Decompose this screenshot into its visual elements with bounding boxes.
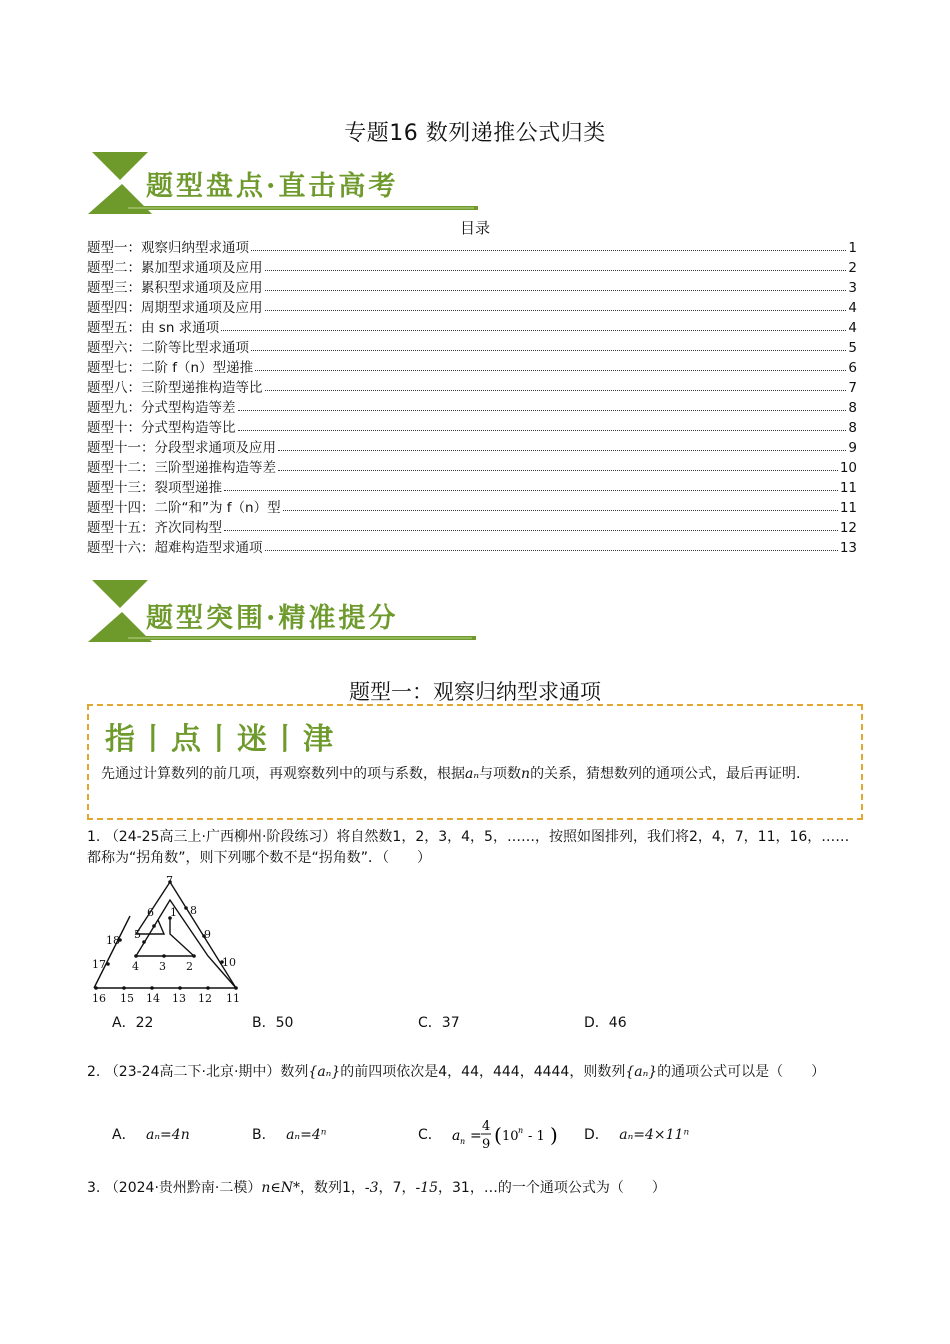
figure-point [184, 906, 188, 910]
figure-number-label: 14 [146, 992, 160, 1005]
toc-item[interactable] [87, 416, 857, 436]
toc-leader-dots [255, 370, 846, 371]
toc-leader-dots [283, 510, 838, 511]
toc-item-label: 题型十一：分段型求通项及应用 [87, 440, 276, 456]
toc-item-label: 题型十：分式型构造等比 [87, 420, 236, 436]
toc-item-page: 12 [839, 520, 857, 536]
toc-leader-dots [278, 470, 838, 471]
toc-item[interactable] [87, 376, 857, 396]
toc-item[interactable] [87, 256, 857, 276]
toc-leader-dots [265, 310, 847, 311]
banner-breakthrough-text: 题型突围·精准提分 [146, 603, 399, 634]
figure-point [206, 986, 210, 990]
figure-number-label: 8 [190, 904, 197, 917]
toc-item-label: 题型九：分式型构造等差 [87, 400, 236, 416]
figure-point [142, 940, 146, 944]
q2-option-c[interactable]: C． a n = 4 9 ( 10 n - 1 ) [418, 1114, 570, 1154]
tip-box [87, 704, 863, 820]
toc-leader-dots [265, 390, 847, 391]
figure-point [94, 986, 98, 990]
toc-item-page: 5 [848, 340, 857, 356]
toc-leader-dots [224, 490, 838, 491]
toc-item-label: 题型十三：裂项型递推 [87, 480, 222, 496]
figure-number-label: 15 [120, 992, 134, 1005]
toc-item-page: 2 [848, 260, 857, 276]
toc-item-label: 题型三：累积型求通项及应用 [87, 280, 263, 296]
svg-text:n: n [460, 1137, 466, 1146]
toc-leader-dots [278, 450, 846, 451]
figure-number-label: 10 [222, 956, 236, 969]
toc-item-page: 10 [839, 460, 857, 476]
svg-text:n: n [518, 1126, 524, 1135]
toc-item-page: 11 [839, 500, 857, 516]
figure-point [122, 986, 126, 990]
svg-text:- 1: - 1 [528, 1129, 546, 1144]
toc-item-label: 题型十四：二阶“和”为 f（n）型 [87, 500, 281, 516]
question-1 [87, 827, 862, 869]
figure-number-label: 9 [204, 928, 211, 941]
toc-item[interactable] [87, 356, 857, 376]
svg-text:10: 10 [502, 1129, 519, 1144]
toc-item-page: 4 [848, 320, 857, 336]
toc-heading: 目录 [459, 219, 490, 237]
figure-number-label: 5 [134, 928, 141, 941]
toc-item-label: 题型十五：齐次同构型 [87, 520, 222, 536]
q1-option-d[interactable]: D．46 [584, 1015, 627, 1031]
toc-item-page: 3 [848, 280, 857, 296]
toc-item[interactable] [87, 476, 857, 496]
svg-text:a: a [452, 1128, 461, 1144]
toc-item[interactable] [87, 436, 857, 456]
toc-leader-dots [238, 410, 847, 411]
tip-text: 先通过计算数列的前几项，再观察数列中的项与系数，根据aₙ与项数n的关系，猜想数列的通项公式，最后再证明. [101, 766, 801, 782]
toc-item-page: 9 [848, 440, 857, 456]
toc-item[interactable] [87, 316, 857, 336]
toc-item[interactable] [87, 516, 857, 536]
toc-item[interactable] [87, 296, 857, 316]
toc-item-page: 6 [848, 360, 857, 376]
toc-leader-dots [238, 430, 847, 431]
toc-item-page: 1 [848, 240, 857, 256]
figure-point [162, 954, 166, 958]
toc-item-page: 4 [848, 300, 857, 316]
question-number: 3. [87, 1180, 101, 1196]
figure-number-label: 16 [92, 992, 106, 1005]
toc-item[interactable] [87, 456, 857, 476]
question-3: 3. （2024·贵州黔南·二模）n∈N*，数列1，-3，7，-15，31，…的一个通项公式为（ ） [87, 1180, 666, 1196]
toc-item-page: 13 [839, 540, 857, 556]
figure-number-label: 18 [106, 934, 120, 947]
question-source: （24-25高三上·广西柳州·阶段练习） [104, 829, 337, 845]
toc-item-label: 题型六：二阶等比型求通项 [87, 340, 249, 356]
toc-item-page: 11 [839, 480, 857, 496]
toc-item-label: 题型十二：三阶型递推构造等差 [87, 460, 276, 476]
sequence-symbol: {aₙ} [625, 1064, 658, 1080]
figure-point [178, 986, 182, 990]
q1-option-b[interactable]: B．50 [252, 1015, 294, 1031]
banner-overview-text: 题型盘点·直击高考 [146, 171, 399, 202]
toc-item[interactable] [87, 276, 857, 296]
svg-text:=: = [470, 1128, 482, 1144]
question-stem: 将自然数1，2，3，4，5，……，按照如图排列，我们将2，4，7，11，16，……都称为“拐角数”，则下列哪个数不是“拐角数”．（ ） [87, 829, 850, 866]
figure-number-label: 2 [186, 960, 193, 973]
figure-number-label: 3 [159, 960, 166, 973]
question-number: 1. [87, 829, 101, 845]
toc-leader-dots [251, 350, 846, 351]
figure-number-label: 12 [198, 992, 212, 1005]
figure-number-label: 1 [170, 906, 177, 919]
question-number: 2. [87, 1064, 101, 1080]
sequence-symbol: {aₙ} [308, 1064, 341, 1080]
figure-point [192, 954, 196, 958]
section-title: 题型一：观察归纳型求通项 [349, 680, 601, 704]
figure-point [234, 986, 238, 990]
toc-item-label: 题型一：观察归纳型求通项 [87, 240, 249, 256]
toc-item-page: 8 [848, 400, 857, 416]
figure-number-label: 17 [92, 958, 106, 971]
toc-item[interactable] [87, 496, 857, 516]
q2-option-d[interactable]: D． aₙ=4×11ⁿ [584, 1127, 690, 1143]
toc-leader-dots [265, 270, 847, 271]
toc-item[interactable] [87, 536, 857, 556]
fraction-formula [450, 1114, 570, 1154]
toc-item-label: 题型十六：超难构造型求通项 [87, 540, 263, 556]
document-title: 专题16 数列递推公式归类 [344, 121, 606, 146]
toc-item-label: 题型八：三阶型递推构造等比 [87, 380, 263, 396]
figure-number-label: 11 [226, 992, 240, 1005]
toc-item-page: 7 [848, 380, 857, 396]
figure-number-label: 4 [132, 960, 139, 973]
figure-number-label: 7 [166, 874, 173, 887]
figure-point [152, 924, 156, 928]
toc-leader-dots [221, 330, 846, 331]
table-of-contents [87, 236, 857, 556]
toc-item[interactable] [87, 336, 857, 356]
figure-number-label: 13 [172, 992, 186, 1005]
figure-number-label: 6 [147, 906, 154, 919]
q2-option-b[interactable]: B． aₙ=4ⁿ [252, 1127, 327, 1143]
toc-item[interactable] [87, 396, 857, 416]
figure-point [106, 962, 110, 966]
toc-leader-dots [265, 550, 838, 551]
q1-option-c[interactable]: C．37 [418, 1015, 460, 1031]
toc-leader-dots [251, 250, 846, 251]
svg-text:): ) [550, 1123, 559, 1147]
toc-leader-dots [265, 290, 847, 291]
question-source: （23-24高二下·北京·期中） [104, 1064, 281, 1080]
tip-var-n: n [521, 766, 531, 782]
natural-number-condition: n∈N* [261, 1180, 300, 1196]
corner-number-triangle-figure [86, 872, 246, 1008]
toc-item-label: 题型二：累加型求通项及应用 [87, 260, 263, 276]
toc-item-page: 8 [848, 420, 857, 436]
q2-option-a[interactable]: A． aₙ=4n [112, 1127, 190, 1143]
toc-leader-dots [224, 530, 838, 531]
tip-label: 指丨点丨迷丨津 [105, 722, 336, 757]
toc-item-label: 题型四：周期型求通项及应用 [87, 300, 263, 316]
svg-text:9: 9 [482, 1137, 491, 1152]
question-2: 2. （23-24高二下·北京·期中）数列{aₙ}的前四项依次是4，44，444，4444，则数列{aₙ}的通项公式可以是（ ） [87, 1064, 826, 1080]
svg-text:4: 4 [482, 1119, 491, 1134]
figure-point [150, 986, 154, 990]
toc-item-label: 题型五：由 sn 求通项 [87, 320, 220, 336]
question-source: （2024·贵州黔南·二模） [104, 1180, 262, 1196]
figure-point [134, 954, 138, 958]
banner-breakthrough [88, 578, 478, 644]
toc-item-label: 题型七：二阶 f（n）型递推 [87, 360, 254, 376]
toc-item[interactable] [87, 236, 857, 256]
banner-overview [88, 150, 478, 216]
svg-text:(: ( [494, 1123, 503, 1147]
q1-option-a[interactable]: A．22 [112, 1015, 154, 1031]
tip-var-an: aₙ [465, 766, 480, 782]
